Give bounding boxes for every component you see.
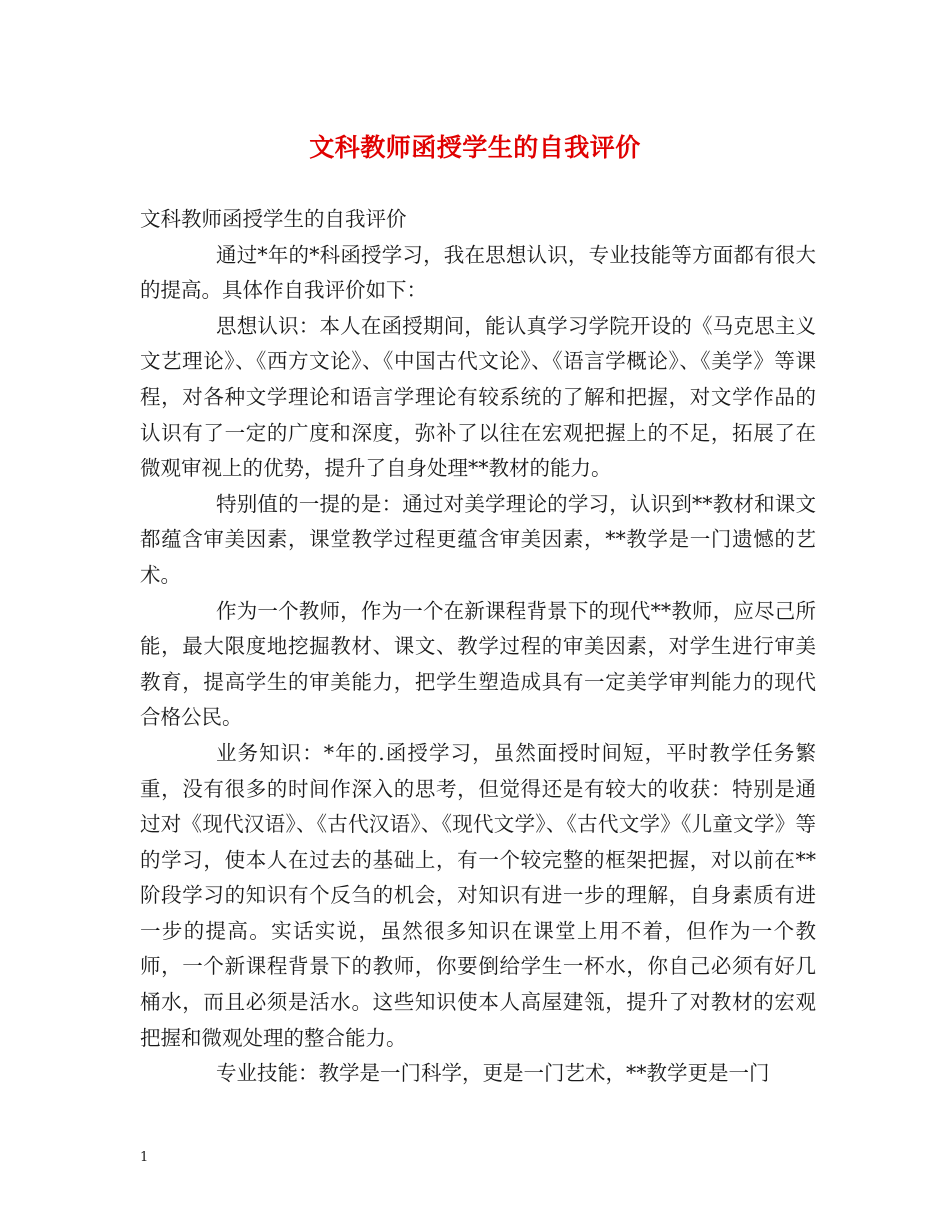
paragraph-thought: 思想认识：本人在函授期间，能认真学习学院开设的《马克思主义文艺理论》、《西方文论》、《中国古代文论》、《语言学概论》、《美学》等课程，对各种文学理论和语言学理论有较系统的了解和把握，对文学作品的认识有了一定的广度和深度，弥补了以往在宏观把握上的不足，拓展了在微观审视上的优势，提升了自身处理**教材的能力。	[140, 313, 816, 481]
paragraph-intro: 通过*年的*科函授学习，我在思想认识，专业技能等方面都有很大的提高。具体作自我评价如下：	[140, 242, 816, 303]
document-body	[140, 202, 816, 1092]
paragraph-aesthetics: 特别值的一提的是：通过对美学理论的学习，认识到**教材和课文都蕴含审美因素，课堂教学过程更蕴含审美因素，**教学是一门遗憾的艺术。	[140, 491, 816, 587]
page-number: 1	[140, 1150, 149, 1165]
paragraph-knowledge: 业务知识：*年的.函授学习，虽然面授时间短，平时教学任务繁重，没有很多的时间作深入的思考，但觉得还是有较大的收获：特别是通过对《现代汉语》、《古代汉语》、《现代文学》、《古代文学》《儿童文学》等的学习，使本人在过去的基础上，有一个较完整的框架把握，对以前在**阶段学习的知识有个反刍的机会，对知识有进一步的理解，自身素质有进一步的提高。实话实说，虽然很多知识在课堂上用不着，但作为一个教师，一个新课程背景下的教师，你要倒给学生一杯水，你自己必须有好几桶水，而且必须是活水。这些知识使本人高屋建瓴，提升了对教材的宏观把握和微观处理的整合能力。	[140, 740, 816, 1050]
paragraph-teacher-role: 作为一个教师，作为一个在新课程背景下的现代**教师，应尽己所能，最大限度地挖掘教材、课文、教学过程的审美因素，对学生进行审美教育，提高学生的审美能力，把学生塑造成具有一定美学审判能力的现代合格公民。	[140, 598, 816, 730]
paragraph-heading: 文科教师函授学生的自我评价	[140, 207, 407, 231]
paragraph-skills: 专业技能：教学是一门科学，更是一门艺术，**教学更是一门	[216, 1061, 770, 1086]
document-title: 文科教师函授学生的自我评价	[309, 133, 641, 162]
